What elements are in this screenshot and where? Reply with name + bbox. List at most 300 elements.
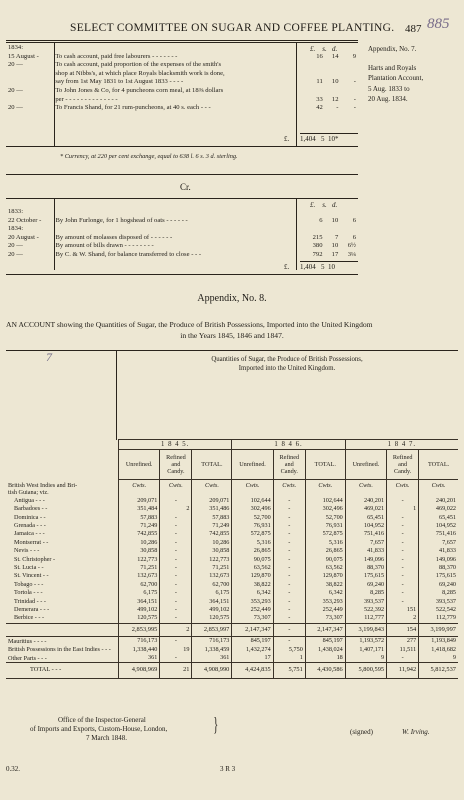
year-heading: 1 8 4 6. xyxy=(232,440,345,450)
table-row xyxy=(6,514,458,522)
unit-label: Cwts. xyxy=(305,480,345,497)
entry-pounds xyxy=(294,87,325,96)
debit-total-label: £. xyxy=(284,135,290,143)
cell-value: - xyxy=(160,654,192,663)
credit-heading: Cr. xyxy=(180,182,191,192)
row-label: British Possessions in the East Indies - - - xyxy=(8,646,111,654)
cell-value: - xyxy=(387,564,419,572)
debit-total-pounds: 1,404 xyxy=(300,135,316,143)
credit-sum-rule xyxy=(300,261,358,262)
unit-label: Cwts. xyxy=(192,480,232,497)
region-header-line: British West Indies and Bri- xyxy=(8,481,78,489)
cell-value: 62,700 xyxy=(192,581,232,589)
table-row xyxy=(6,497,458,505)
cell-value: 5,316 xyxy=(305,539,345,547)
column-subhead xyxy=(192,450,232,480)
entry-text: By amount of bills drawn - - - - - - - - xyxy=(55,242,154,250)
cell-value: 1,193,849 xyxy=(419,637,458,646)
cell-value: 2 xyxy=(160,505,192,513)
cell-value: - xyxy=(160,556,192,564)
column-subhead xyxy=(387,450,419,480)
signed-label: (signed) xyxy=(350,728,373,736)
entry-date: 20 — xyxy=(8,61,23,69)
cell-value: 10,286 xyxy=(192,539,232,547)
row-label xyxy=(6,623,119,636)
cell-value: 351,486 xyxy=(192,505,232,513)
entry-shillings: 10 xyxy=(331,78,339,86)
cell-value: 4,908,969 xyxy=(119,663,160,678)
entry-shillings xyxy=(325,87,341,96)
margin-mark: 7 xyxy=(46,350,52,364)
cell-value: - xyxy=(273,606,305,614)
credit-rule-top xyxy=(6,174,358,175)
column-subhead xyxy=(232,450,273,480)
account-description-line-1 xyxy=(6,320,373,329)
cell-value: 102,644 xyxy=(305,497,345,505)
table-row xyxy=(6,598,458,606)
cell-value: 88,370 xyxy=(419,564,458,572)
signatory: W. Irving. xyxy=(402,728,430,736)
debit-total-shillings: 5 xyxy=(321,135,325,143)
cell-value: 88,370 xyxy=(345,564,386,572)
unit-label: Cwts. xyxy=(273,480,305,497)
column-subhead xyxy=(305,450,345,480)
cell-value: 5,750 xyxy=(273,646,305,654)
table-row xyxy=(6,547,458,555)
entry-pence xyxy=(341,70,359,79)
cell-value: - xyxy=(387,547,419,555)
appendix7-side-note xyxy=(368,44,423,105)
entry-text: To cash account, paid free labourers - - - - - - - xyxy=(55,52,178,60)
cell-value: 240,201 xyxy=(345,497,386,505)
entry-shillings xyxy=(325,44,341,53)
row-label: St. Christopher - xyxy=(14,555,56,563)
cell-value: 63,562 xyxy=(232,564,273,572)
entry-date: 22 October - xyxy=(8,216,42,224)
cell-value: 2 xyxy=(387,614,419,623)
row-label: Dominica - - xyxy=(14,513,46,521)
cell-value: - xyxy=(160,614,192,623)
cell-value: 572,875 xyxy=(232,530,273,538)
entry-pence: - xyxy=(353,95,356,103)
cell-value: - xyxy=(387,572,419,580)
cell-value: 751,416 xyxy=(345,530,386,538)
subhead-line: and xyxy=(284,461,294,468)
cell-value: 112,777 xyxy=(345,614,386,623)
total-row xyxy=(6,663,458,678)
cell-value: 393,537 xyxy=(419,598,458,606)
cell-value: 364,151 xyxy=(192,598,232,606)
debit-total xyxy=(300,135,339,144)
credit-total-label: £. xyxy=(284,263,290,271)
credit-total-pounds: 1,404 xyxy=(300,263,316,271)
cell-value: 38,822 xyxy=(305,581,345,589)
table-row xyxy=(6,646,458,654)
cell-value: 3,199,843 xyxy=(345,623,386,636)
cell-value: 38,822 xyxy=(232,581,273,589)
subhead-line: TOTAL. xyxy=(427,461,450,468)
cell-value: 361 xyxy=(119,654,160,663)
cell-value: 2,853,997 xyxy=(192,623,232,636)
cell-value: 5,316 xyxy=(232,539,273,547)
cell-value: 149,096 xyxy=(419,556,458,564)
table-row xyxy=(6,556,458,564)
entry-date xyxy=(6,96,53,105)
cell-value: 1,438,024 xyxy=(305,646,345,654)
entry-pounds: 16 xyxy=(316,52,323,60)
currency-footnote: * Currency, at 220 per cent exchange, equal to 638 l. 6 s. 3 d. sterling. xyxy=(60,153,238,160)
cell-value: 71,249 xyxy=(119,522,160,530)
subhead-line: and xyxy=(171,461,181,468)
row-label: Tortola - - - xyxy=(14,589,43,597)
unit-label: Cwts. xyxy=(345,480,386,497)
cell-value: - xyxy=(273,564,305,572)
entry-text: say from 1st May 1831 to 1st August 1833 - - - - xyxy=(55,78,184,86)
cell-value: 175,615 xyxy=(345,572,386,580)
cell-value: 6,342 xyxy=(305,589,345,597)
cell-value: - xyxy=(273,505,305,513)
cell-value: 7,657 xyxy=(345,539,386,547)
cell-value: 19 xyxy=(160,646,192,654)
column-subhead xyxy=(419,450,458,480)
cell-value: 69,240 xyxy=(419,581,458,589)
rule-bottom xyxy=(6,146,358,147)
subhead-line: Unrefined. xyxy=(352,461,380,468)
cell-value: 4,908,990 xyxy=(192,663,232,678)
year-header-row xyxy=(6,440,458,450)
entry-date xyxy=(6,70,53,79)
cell-value: 716,173 xyxy=(119,637,160,646)
account-row xyxy=(6,61,358,70)
entry-date: 20 August - xyxy=(8,233,39,241)
cell-value: - xyxy=(160,564,192,572)
cell-value: - xyxy=(387,497,419,505)
table-row xyxy=(6,614,458,623)
stub-cell xyxy=(6,450,119,480)
entry-pence: 6 xyxy=(352,216,356,224)
cell-value: - xyxy=(273,637,305,646)
shilling-head: s. xyxy=(322,45,327,53)
cell-value: 129,870 xyxy=(305,572,345,580)
entry-date: 1834: xyxy=(8,44,24,51)
cell-value: 845,197 xyxy=(232,637,273,646)
cell-value: 469,021 xyxy=(345,505,386,513)
cell-value: 112,779 xyxy=(419,614,458,623)
cell-value: 9 xyxy=(345,654,386,663)
unit-label: Cwts. xyxy=(232,480,273,497)
cell-value: 9 xyxy=(419,654,458,663)
cell-value: - xyxy=(273,514,305,522)
entry-text: To John Jones & Co, for 4 puncheons corn meal, at 18⅜ dollars xyxy=(55,86,224,94)
cell-value: 393,537 xyxy=(345,598,386,606)
table-top-rule xyxy=(6,350,458,351)
subhead-line: Refined xyxy=(166,454,186,461)
row-label: St. Lucia - - xyxy=(14,563,44,571)
side-note-line: 5 Aug. 1833 to xyxy=(368,84,410,93)
cell-value: 30,858 xyxy=(192,547,232,555)
cell-value: - xyxy=(273,547,305,555)
cell-value: 1 xyxy=(273,654,305,663)
cell-value: 26,865 xyxy=(232,547,273,555)
cell-value: 499,102 xyxy=(119,606,160,614)
cell-value: 742,855 xyxy=(119,530,160,538)
cell-value: 11,511 xyxy=(387,646,419,654)
cell-value: - xyxy=(160,637,192,646)
cell-value: 120,575 xyxy=(192,614,232,623)
side-note-line: Harts and Royals xyxy=(368,63,417,72)
subhead-line: Unrefined. xyxy=(239,461,266,468)
cell-value: - xyxy=(273,556,305,564)
table-spanner xyxy=(116,356,458,373)
account-description: showing the Quantities of Sugar, the Produce of British Possessions, Imported into the United Kingdom xyxy=(56,320,373,329)
cell-value: 76,931 xyxy=(232,522,273,530)
entry-date: 15 August - xyxy=(8,52,39,60)
cell-value: - xyxy=(160,530,192,538)
table-row xyxy=(6,572,458,580)
cell-value: - xyxy=(160,497,192,505)
cell-value: 129,870 xyxy=(232,572,273,580)
cell-value: 3,199,997 xyxy=(419,623,458,636)
pence-head: d. xyxy=(331,201,338,209)
cell-value: 30,858 xyxy=(119,547,160,555)
cell-value: 302,496 xyxy=(305,505,345,513)
cell-value: - xyxy=(273,581,305,589)
column-subhead xyxy=(273,450,305,480)
row-label: Jamaica - - - xyxy=(14,530,45,538)
side-note-line: Plantation Account, xyxy=(368,74,424,82)
office-address xyxy=(30,716,167,743)
year-heading: 1 8 4 5. xyxy=(119,440,232,450)
brace-mark: } xyxy=(213,714,219,736)
cell-value: - xyxy=(387,654,419,663)
cell-value: 52,700 xyxy=(232,514,273,522)
cell-value: 41,833 xyxy=(345,547,386,555)
cell-value: 65,451 xyxy=(345,514,386,522)
column-subhead xyxy=(345,450,386,480)
cell-value: 5,812,537 xyxy=(419,663,458,678)
entry-shillings xyxy=(325,61,341,70)
rule-top xyxy=(6,40,358,41)
cell-value: 2,853,995 xyxy=(119,623,160,636)
entry-pence: - xyxy=(353,78,356,86)
cell-value: 1 xyxy=(387,505,419,513)
office-line: of Imports and Exports, Custom-House, London, xyxy=(30,725,168,733)
account-row xyxy=(6,96,358,105)
cell-value: - xyxy=(160,539,192,547)
cell-value: - xyxy=(273,589,305,597)
office-line: Office of the Inspector-General xyxy=(58,716,146,724)
page-number: 487 xyxy=(405,23,422,35)
entry-shillings: 10 xyxy=(331,242,339,250)
cell-value: 122,773 xyxy=(119,556,160,564)
cell-value: 71,249 xyxy=(192,522,232,530)
entry-shillings: - xyxy=(336,104,339,112)
entry-text: To cash account, paid proportion of the expenses of the smith's xyxy=(55,61,222,69)
cell-value: 4,424,835 xyxy=(232,663,273,678)
cell-value: 57,883 xyxy=(192,514,232,522)
cell-value: 90,075 xyxy=(305,556,345,564)
account-row xyxy=(6,234,358,243)
cell-value: 18 xyxy=(305,654,345,663)
entry-pounds xyxy=(293,225,324,234)
region-header xyxy=(6,480,119,497)
entry-pounds xyxy=(293,208,324,217)
credit-total xyxy=(300,263,335,272)
sugar-imports-table xyxy=(6,439,458,679)
cell-value: 1,432,274 xyxy=(232,646,273,654)
account-row xyxy=(6,53,358,62)
table-row xyxy=(6,589,458,597)
entry-pence: 3¼ xyxy=(347,250,356,258)
account-row xyxy=(6,217,358,226)
entry-text: To Francis Shand, for 21 rum-puncheons, at 40 s. each - - - xyxy=(55,104,211,112)
cell-value: 845,197 xyxy=(305,637,345,646)
entry-date xyxy=(6,78,53,87)
cell-value: 353,293 xyxy=(232,598,273,606)
subhead-line: TOTAL. xyxy=(201,461,223,468)
debit-sum-rule xyxy=(300,133,358,134)
entry-pence xyxy=(341,61,359,70)
cell-value: 716,173 xyxy=(192,637,232,646)
handwritten-page-number: 885 xyxy=(427,16,450,32)
cell-value: 154 xyxy=(387,623,419,636)
side-note-line: Appendix, No. 7. xyxy=(368,45,417,53)
cell-value: - xyxy=(160,572,192,580)
cell-value: 11,942 xyxy=(387,663,419,678)
running-header-title: SELECT COMMITTEE ON SUGAR AND COFFEE PLANTING. xyxy=(70,22,395,34)
cell-value: 2 xyxy=(160,623,192,636)
cell-value: 71,251 xyxy=(119,564,160,572)
appendix8-title: Appendix, No. 8. xyxy=(197,293,267,304)
cell-value: 364,151 xyxy=(119,598,160,606)
row-label: TOTAL - - - xyxy=(6,663,119,678)
account-description-line-2: in the Years 1845, 1846 and 1847. xyxy=(180,331,284,340)
credit-rule-head xyxy=(6,198,358,199)
entry-pounds: 33 xyxy=(316,95,323,103)
account-lead: AN ACCOUNT xyxy=(6,320,56,329)
cell-value: - xyxy=(273,497,305,505)
cell-value: 1,407,171 xyxy=(345,646,386,654)
column-subhead xyxy=(119,450,160,480)
cell-value: 41,833 xyxy=(419,547,458,555)
cell-value: 277 xyxy=(387,637,419,646)
entry-pounds: 11 xyxy=(316,78,323,86)
entry-text xyxy=(54,225,294,234)
entry-pence: 9 xyxy=(352,52,356,60)
entry-text: per - - - - - - - - - - - - - - xyxy=(55,95,118,103)
cell-value: 52,700 xyxy=(305,514,345,522)
entry-shillings xyxy=(325,70,341,79)
cell-value: 90,075 xyxy=(232,556,273,564)
entry-pence xyxy=(341,87,359,96)
account-row xyxy=(6,251,358,260)
units-row xyxy=(6,480,458,497)
cell-value: 361 xyxy=(192,654,232,663)
cell-value: 175,615 xyxy=(419,572,458,580)
subhead-line: Candy. xyxy=(393,468,412,475)
table-row xyxy=(6,530,458,538)
cell-value: - xyxy=(387,522,419,530)
row-label: Mauritius - - - - xyxy=(8,637,47,645)
cell-value: 104,952 xyxy=(419,522,458,530)
cell-value: 151 xyxy=(387,606,419,614)
cell-value: - xyxy=(387,589,419,597)
cell-value: 120,575 xyxy=(119,614,160,623)
cell-value: 522,542 xyxy=(419,606,458,614)
cell-value: 469,022 xyxy=(419,505,458,513)
unit-label: Cwts. xyxy=(419,480,458,497)
cell-value: 6,175 xyxy=(119,589,160,597)
subhead-line: TOTAL. xyxy=(314,461,336,468)
debit-entries xyxy=(6,44,358,113)
cell-value: - xyxy=(160,589,192,597)
row-label: Demerara - - - xyxy=(14,605,50,613)
entry-pounds xyxy=(294,70,325,79)
spanner-line: Quantities of Sugar, the Produce of British Possessions, xyxy=(211,356,363,363)
row-label: Nevis - - - xyxy=(14,547,40,555)
entry-pence: - xyxy=(353,104,356,112)
cell-value: 1,418,682 xyxy=(419,646,458,654)
entry-shillings: 17 xyxy=(331,250,339,258)
cell-value: 353,293 xyxy=(305,598,345,606)
entry-shillings xyxy=(324,225,340,234)
rule-top-double xyxy=(6,42,358,43)
table-row xyxy=(6,581,458,589)
cell-value: 240,201 xyxy=(419,497,458,505)
cell-value: 132,673 xyxy=(192,572,232,580)
cell-value: 104,952 xyxy=(345,522,386,530)
entry-date: 20 — xyxy=(8,250,23,258)
entry-pounds: 42 xyxy=(316,104,323,112)
subhead-line: and xyxy=(398,461,408,468)
cell-value: 1,193,572 xyxy=(345,637,386,646)
cell-value: - xyxy=(387,539,419,547)
cell-value: - xyxy=(273,614,305,623)
account-row xyxy=(6,44,358,53)
entry-text: By C. & W. Shand, for balance transferred to close - - - xyxy=(55,250,202,258)
credit-entries xyxy=(6,208,358,260)
cell-value: 26,865 xyxy=(305,547,345,555)
pound-head: £. xyxy=(310,45,316,53)
cell-value: 572,875 xyxy=(305,530,345,538)
entry-shillings xyxy=(324,208,340,217)
cell-value: 65,451 xyxy=(419,514,458,522)
entry-pounds: 792 xyxy=(312,250,323,258)
year-heading: 1 8 4 7. xyxy=(345,440,458,450)
cell-value: 351,484 xyxy=(119,505,160,513)
cell-value: 73,307 xyxy=(232,614,273,623)
cell-value: 5,751 xyxy=(273,663,305,678)
signature-mark: 3 R 3 xyxy=(220,765,236,773)
entry-shillings: 14 xyxy=(331,52,339,60)
row-label: Grenada - - - xyxy=(14,521,46,529)
document-code: 0.32. xyxy=(6,765,20,773)
subhead-line: Refined xyxy=(279,454,300,461)
cell-value: 4,430,586 xyxy=(305,663,345,678)
entry-date: 20 — xyxy=(8,242,23,250)
entry-pounds: 6 xyxy=(319,216,323,224)
cell-value: - xyxy=(273,598,305,606)
entry-text xyxy=(53,44,294,53)
account-row xyxy=(6,78,358,87)
cell-value: 1,338,459 xyxy=(192,646,232,654)
entry-text xyxy=(54,208,294,217)
row-label: Other Parts - - - xyxy=(8,654,47,662)
entry-pence xyxy=(341,44,359,53)
cell-value: - xyxy=(387,598,419,606)
shilling-head: s. xyxy=(322,201,327,209)
cell-value: 63,562 xyxy=(305,564,345,572)
